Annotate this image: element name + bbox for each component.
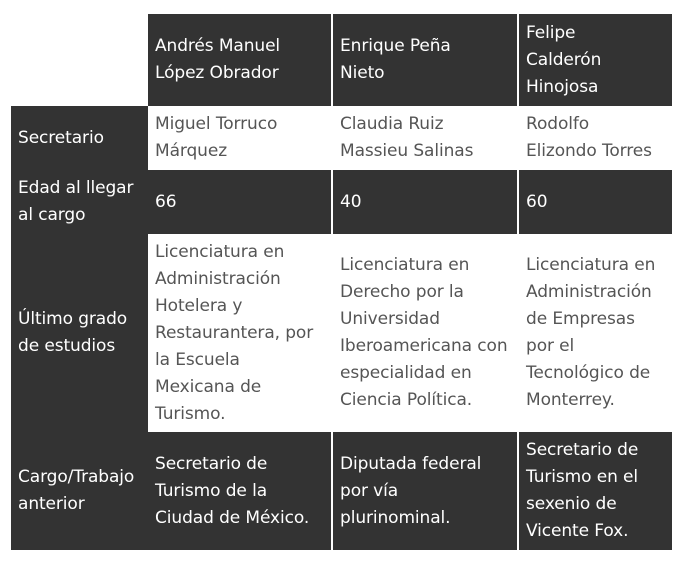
table-cell [148,170,331,234]
table-cell [333,234,517,432]
cell-text: Licenciatura en Administración de Empresas por el Tecnológico de Monterrey. [526,255,656,410]
table-cell [148,432,331,550]
table-cell [519,432,672,550]
row-header-label: Secretario [18,127,104,148]
table-cell [519,106,672,170]
row-header-secretario [11,106,148,170]
column-header-pena-nieto [333,14,517,106]
column-header-label: Andrés Manuel López Obrador [155,36,281,83]
cell-text: Licenciatura en Derecho por la Universidad Iberoamericana con especialidad en Ciencia Política. [340,255,508,410]
column-header-lopez-obrador [148,14,331,106]
column-header-label: Enrique Peña Nieto [340,36,451,83]
table-cell [519,170,672,234]
cell-text: 40 [340,191,362,212]
cell-text: Secretario de Turismo en el sexenio de Vicente Fox. [526,440,639,541]
row-header-label: Último grado de estudios [18,309,128,356]
cell-text: 66 [155,191,177,212]
cell-text: Diputada federal por vía plurinominal. [340,453,482,528]
table-cell [519,234,672,432]
row-header-estudios [11,234,148,432]
cell-text: Miguel Torruco Márquez [155,114,278,161]
row-header-label: Edad al llegar al cargo [18,178,134,225]
column-header-calderon [519,14,672,106]
table-cell [333,106,517,170]
cell-text: 60 [526,191,548,212]
column-header-label: Felipe Calderón Hinojosa [526,22,602,97]
row-header-edad [11,170,148,234]
table-cell [333,170,517,234]
table-cell [333,432,517,550]
cell-text: Secretario de Turismo de la Ciudad de México. [155,453,310,528]
cell-text: Rodolfo Elizondo Torres [526,114,652,161]
table-cell [148,106,331,170]
row-header-cargo-anterior [11,432,148,550]
cell-text: Claudia Ruiz Massieu Salinas [340,114,474,161]
cell-text: Licenciatura en Administración Hotelera y Restaurantera, por la Escuela Mexicana de Turismo. [155,241,314,424]
table-cell [148,234,331,432]
row-header-label: Cargo/Trabajo anterior [18,467,135,514]
